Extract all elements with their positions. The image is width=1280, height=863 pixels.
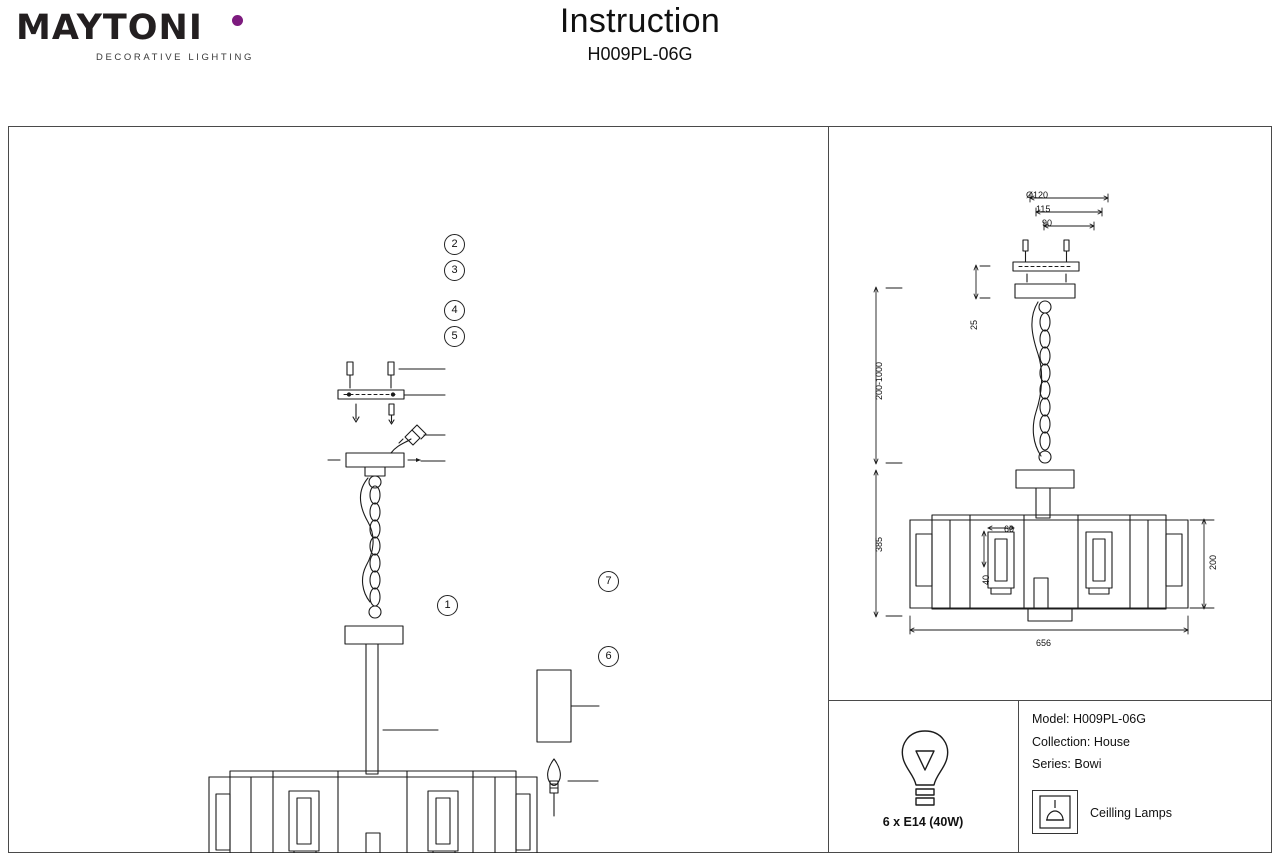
- dim-label-25: 25: [969, 319, 979, 330]
- lamp-spec-label: 6 x E14 (40W): [882, 815, 964, 829]
- screws-top: [1023, 240, 1069, 262]
- callout-4: 4: [444, 300, 465, 321]
- chain-right: [1032, 301, 1051, 463]
- central-tube: [366, 644, 378, 774]
- brand-tagline: DECORATIVE LIGHTING: [96, 52, 254, 63]
- mounting-bar: [338, 390, 404, 399]
- chain-assembly: [360, 467, 385, 618]
- exploded-assembly-diagram: [8, 126, 828, 853]
- info-model: Model: H009PL-06G: [1032, 712, 1146, 726]
- dim-label-diameter-120: Ø120: [1026, 190, 1049, 200]
- dim-label-60: 60: [1004, 524, 1015, 534]
- screw-pair-upper: [347, 362, 394, 388]
- screwdriver-icon: [399, 425, 426, 445]
- brand-name: MAYTONI: [16, 8, 203, 48]
- dim-label-90: 90: [1042, 218, 1053, 228]
- dimension-25: [974, 265, 990, 299]
- dim-label-385: 385: [874, 536, 884, 552]
- dim-label-656: 656: [1036, 638, 1052, 648]
- callout-7: 7: [598, 571, 619, 592]
- info-panel-divider: [1018, 700, 1019, 853]
- category-icon: [1032, 790, 1078, 834]
- body-top-plate-right: [1016, 470, 1074, 488]
- mounting-bar-right: [1013, 262, 1079, 271]
- glass-panel-part: [537, 670, 599, 742]
- dim-label-200: 200: [1208, 554, 1218, 570]
- shade-assembly: [209, 771, 537, 853]
- callout-6: 6: [598, 646, 619, 667]
- bulb-icon: [890, 725, 960, 810]
- dim-label-115: 115: [1036, 204, 1051, 214]
- ceiling-plate: [328, 439, 421, 467]
- page-title: Instruction: [559, 2, 721, 40]
- callout-1: 1: [437, 595, 458, 616]
- page-header: [0, 0, 1280, 126]
- product-info-panel: [1032, 712, 1262, 780]
- ceiling-cup: [1015, 284, 1075, 298]
- callout-3: 3: [444, 260, 465, 281]
- info-collection: Collection: House: [1032, 734, 1130, 749]
- dim-label-drop-range: 200-1000: [874, 361, 884, 400]
- body-top-plate: [345, 626, 403, 644]
- category-label: Ceilling Lamps: [1090, 806, 1172, 820]
- title-block: [0, 0, 1280, 65]
- dim-label-40: 40: [981, 574, 991, 585]
- dimension-656: [910, 616, 1188, 634]
- model-code: H009PL-06G: [587, 44, 693, 64]
- shade-assembly-right: [910, 515, 1188, 621]
- callout-5: 5: [444, 326, 465, 347]
- frame-horizontal-divider: [828, 700, 1272, 701]
- info-series: Series: Bowi: [1032, 757, 1102, 771]
- candle-bulb-part: [548, 759, 598, 816]
- dimension-40: [982, 531, 986, 567]
- callout-2: 2: [444, 234, 465, 255]
